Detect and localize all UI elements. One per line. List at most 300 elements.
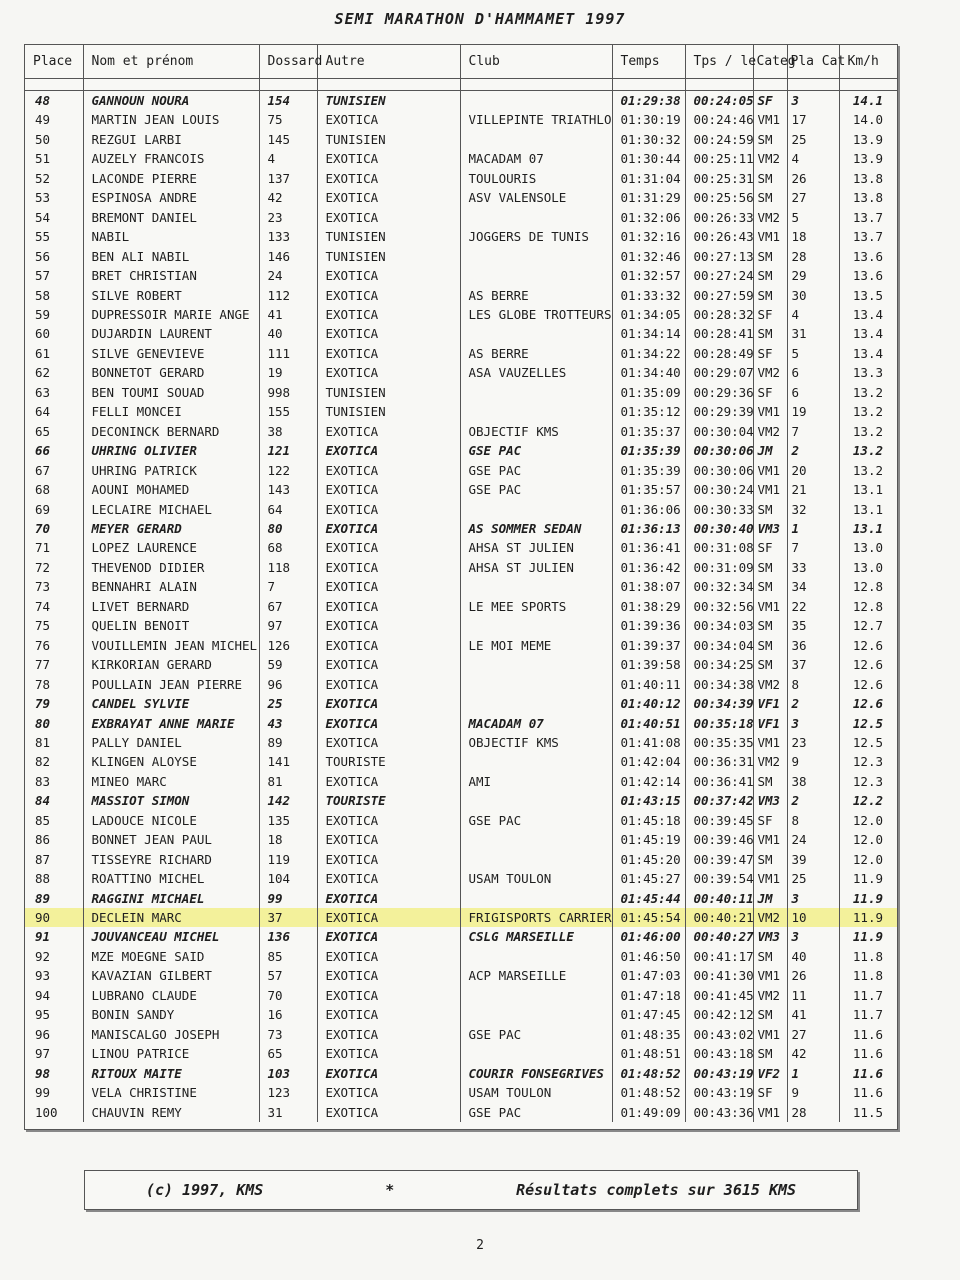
cell-tps: 00:40:21 (685, 908, 753, 927)
cell-name: BONIN SANDY (83, 1005, 259, 1024)
cell-autre: EXOTICA (317, 1025, 460, 1044)
cell-autre: EXOTICA (317, 655, 460, 674)
cell-club: ASV VALENSOLE (460, 188, 612, 207)
cell-categ: SM (753, 169, 787, 188)
cell-club: AHSA ST JULIEN (460, 558, 612, 577)
col-header-place: Place (25, 45, 83, 79)
table-row (25, 110, 897, 129)
cell-placat: 25 (787, 130, 839, 149)
cell-dossard: 142 (259, 791, 317, 810)
cell-autre: EXOTICA (317, 675, 460, 694)
cell-place: 73 (25, 577, 83, 596)
table-row (25, 714, 897, 733)
table-header-row (25, 45, 897, 79)
table-row (25, 636, 897, 655)
cell-autre: EXOTICA (317, 1005, 460, 1024)
cell-club: JOGGERS DE TUNIS (460, 227, 612, 246)
cell-autre: EXOTICA (317, 519, 460, 538)
cell-temps: 01:38:07 (612, 577, 685, 596)
cell-categ: VM2 (753, 422, 787, 441)
cell-name: LOPEZ LAURENCE (83, 538, 259, 557)
cell-placat: 27 (787, 188, 839, 207)
cell-placat: 3 (787, 927, 839, 946)
cell-dossard: 41 (259, 305, 317, 324)
cell-kmh: 13.7 (852, 209, 883, 225)
cell-placat: 36 (787, 636, 839, 655)
col-header-categ: Categ (753, 45, 787, 79)
cell-club (460, 752, 612, 771)
cell-placat: 20 (787, 461, 839, 480)
cell-tps: 00:31:09 (685, 558, 753, 577)
cell-club: AMI (460, 772, 612, 791)
results-table (25, 45, 897, 1122)
cell-club: GSE PAC (460, 480, 612, 499)
cell-temps: 01:49:09 (612, 1103, 685, 1122)
table-row (25, 188, 897, 207)
cell-tps: 00:43:02 (685, 1025, 753, 1044)
cell-name: LECLAIRE MICHAEL (83, 500, 259, 519)
cell-kmh: 11.9 (852, 890, 883, 906)
cell-placat: 2 (787, 441, 839, 460)
cell-club (460, 616, 612, 635)
table-row (25, 538, 897, 557)
cell-club: FRIGISPORTS CARRIER (460, 908, 612, 927)
cell-kmh: 14.1 (852, 93, 883, 108)
cell-temps: 01:48:51 (612, 1044, 685, 1063)
cell-tps: 00:41:30 (685, 966, 753, 985)
cell-categ: SM (753, 188, 787, 207)
header-spacer (25, 79, 897, 91)
cell-temps: 01:29:38 (612, 91, 685, 111)
cell-placat: 21 (787, 480, 839, 499)
cell-club (460, 1044, 612, 1063)
cell-categ: VM1 (753, 830, 787, 849)
cell-kmh: 13.2 (852, 462, 883, 478)
cell-temps: 01:38:29 (612, 597, 685, 616)
cell-dossard: 7 (259, 577, 317, 596)
cell-temps: 01:35:39 (612, 461, 685, 480)
cell-place: 71 (25, 538, 83, 557)
cell-name: BONNET JEAN PAUL (83, 830, 259, 849)
footer-results-note: Résultats complets sur 3615 KMS (516, 1181, 797, 1199)
cell-placat: 29 (787, 266, 839, 285)
cell-autre: EXOTICA (317, 558, 460, 577)
cell-categ: VM1 (753, 480, 787, 499)
cell-temps: 01:35:37 (612, 422, 685, 441)
cell-tps: 00:39:45 (685, 811, 753, 830)
cell-placat: 5 (787, 344, 839, 363)
cell-temps: 01:46:00 (612, 927, 685, 946)
cell-club: LES GLOBE TROTTEURS (460, 305, 612, 324)
cell-categ: SM (753, 1044, 787, 1063)
cell-kmh: 13.4 (852, 326, 883, 342)
cell-club: TOULOURIS (460, 169, 612, 188)
cell-autre: EXOTICA (317, 636, 460, 655)
cell-placat: 6 (787, 363, 839, 382)
cell-autre: EXOTICA (317, 811, 460, 830)
cell-kmh: 11.6 (852, 1046, 883, 1062)
cell-categ: SM (753, 655, 787, 674)
footer-copyright: (c) 1997, KMS (145, 1181, 264, 1199)
cell-autre: TOURISTE (317, 752, 460, 771)
table-row (25, 558, 897, 577)
cell-club: GSE PAC (460, 441, 612, 460)
cell-place: 81 (25, 733, 83, 752)
cell-dossard: 42 (259, 188, 317, 207)
cell-place: 75 (25, 616, 83, 635)
cell-placat: 17 (787, 110, 839, 129)
cell-autre: EXOTICA (317, 986, 460, 1005)
cell-tps: 00:39:54 (685, 869, 753, 888)
cell-dossard: 104 (259, 869, 317, 888)
cell-tps: 00:36:31 (685, 752, 753, 771)
cell-placat: 27 (787, 1025, 839, 1044)
cell-name: KLINGEN ALOYSE (83, 752, 259, 771)
cell-tps: 00:32:34 (685, 577, 753, 596)
cell-place: 63 (25, 383, 83, 402)
cell-placat: 22 (787, 597, 839, 616)
cell-club (460, 500, 612, 519)
cell-dossard: 85 (259, 947, 317, 966)
cell-tps: 00:30:24 (685, 480, 753, 499)
cell-name: JOUVANCEAU MICHEL (83, 927, 259, 946)
cell-placat: 5 (787, 208, 839, 227)
cell-club (460, 1005, 612, 1024)
cell-club (460, 266, 612, 285)
cell-place: 89 (25, 889, 83, 908)
cell-kmh: 13.9 (852, 151, 883, 167)
cell-kmh: 11.6 (852, 1065, 883, 1081)
cell-placat: 41 (787, 1005, 839, 1024)
cell-place: 100 (25, 1103, 83, 1122)
cell-categ: SM (753, 247, 787, 266)
cell-name: DECLEIN MARC (83, 908, 259, 927)
cell-kmh: 13.6 (852, 248, 883, 264)
cell-club: GSE PAC (460, 811, 612, 830)
cell-tps: 00:34:25 (685, 655, 753, 674)
cell-placat: 37 (787, 655, 839, 674)
cell-place: 94 (25, 986, 83, 1005)
cell-club: MACADAM 07 (460, 149, 612, 168)
cell-autre: EXOTICA (317, 538, 460, 557)
cell-place: 72 (25, 558, 83, 577)
cell-temps: 01:32:06 (612, 208, 685, 227)
cell-club (460, 383, 612, 402)
cell-club: USAM TOULON (460, 869, 612, 888)
cell-dossard: 80 (259, 519, 317, 538)
cell-categ: JM (753, 441, 787, 460)
cell-kmh: 12.0 (852, 851, 883, 867)
cell-club (460, 247, 612, 266)
table-row (25, 1025, 897, 1044)
cell-club: AS SOMMER SEDAN (460, 519, 612, 538)
results-table-frame (24, 44, 898, 1130)
cell-name: MARTIN JEAN LOUIS (83, 110, 259, 129)
cell-name: KAVAZIAN GILBERT (83, 966, 259, 985)
cell-kmh: 13.0 (852, 540, 883, 556)
cell-categ: SM (753, 577, 787, 596)
cell-tps: 00:35:35 (685, 733, 753, 752)
cell-categ: SF (753, 811, 787, 830)
cell-tps: 00:31:08 (685, 538, 753, 557)
cell-tps: 00:43:19 (685, 1064, 753, 1083)
cell-tps: 00:25:56 (685, 188, 753, 207)
col-header-autre: Autre (317, 45, 460, 79)
cell-temps: 01:45:20 (612, 850, 685, 869)
cell-dossard: 119 (259, 850, 317, 869)
cell-name: KIRKORIAN GERARD (83, 655, 259, 674)
cell-categ: VM2 (753, 986, 787, 1005)
table-row (25, 247, 897, 266)
cell-dossard: 38 (259, 422, 317, 441)
cell-temps: 01:47:18 (612, 986, 685, 1005)
cell-categ: SM (753, 558, 787, 577)
cell-autre: EXOTICA (317, 733, 460, 752)
cell-kmh: 14.0 (852, 112, 883, 128)
cell-name: SILVE GENEVIEVE (83, 344, 259, 363)
cell-temps: 01:48:52 (612, 1064, 685, 1083)
cell-tps: 00:37:42 (685, 791, 753, 810)
cell-autre: EXOTICA (317, 616, 460, 635)
cell-kmh: 11.8 (852, 968, 883, 984)
table-row (25, 363, 897, 382)
cell-club: AHSA ST JULIEN (460, 538, 612, 557)
col-header-temps: Temps (612, 45, 685, 79)
cell-club (460, 947, 612, 966)
cell-kmh: 12.2 (852, 793, 883, 809)
cell-name: BRET CHRISTIAN (83, 266, 259, 285)
cell-dossard: 133 (259, 227, 317, 246)
cell-name: QUELIN BENOIT (83, 616, 259, 635)
cell-autre: EXOTICA (317, 344, 460, 363)
cell-club (460, 675, 612, 694)
cell-autre: EXOTICA (317, 480, 460, 499)
cell-place: 85 (25, 811, 83, 830)
table-row (25, 966, 897, 985)
cell-dossard: 126 (259, 636, 317, 655)
cell-tps: 00:43:36 (685, 1103, 753, 1122)
cell-kmh: 13.0 (852, 559, 883, 575)
cell-place: 91 (25, 927, 83, 946)
cell-categ: VM3 (753, 927, 787, 946)
cell-name: GANNOUN NOURA (83, 91, 259, 111)
cell-placat: 6 (787, 383, 839, 402)
cell-kmh: 13.5 (852, 287, 883, 303)
document-title: SEMI MARATHON D'HAMMAMET 1997 (334, 10, 626, 28)
cell-kmh: 13.4 (852, 306, 883, 322)
cell-placat: 7 (787, 538, 839, 557)
cell-dossard: 111 (259, 344, 317, 363)
cell-name: CHAUVIN REMY (83, 1103, 259, 1122)
cell-kmh: 12.8 (852, 579, 883, 595)
cell-name: NABIL (83, 227, 259, 246)
cell-placat: 8 (787, 675, 839, 694)
cell-tps: 00:34:38 (685, 675, 753, 694)
cell-temps: 01:45:54 (612, 908, 685, 927)
cell-place: 70 (25, 519, 83, 538)
cell-kmh: 11.8 (852, 948, 883, 964)
table-row (25, 480, 897, 499)
cell-autre: TUNISIEN (317, 227, 460, 246)
cell-kmh: 13.6 (852, 268, 883, 284)
cell-temps: 01:31:29 (612, 188, 685, 207)
cell-autre: EXOTICA (317, 1064, 460, 1083)
cell-autre: EXOTICA (317, 889, 460, 908)
cell-dossard: 65 (259, 1044, 317, 1063)
cell-place: 76 (25, 636, 83, 655)
cell-autre: EXOTICA (317, 149, 460, 168)
cell-temps: 01:34:05 (612, 305, 685, 324)
cell-club: OBJECTIF KMS (460, 422, 612, 441)
cell-place: 83 (25, 772, 83, 791)
cell-place: 95 (25, 1005, 83, 1024)
cell-club (460, 986, 612, 1005)
cell-temps: 01:33:32 (612, 286, 685, 305)
cell-categ: SM (753, 324, 787, 343)
cell-autre: EXOTICA (317, 772, 460, 791)
table-row (25, 947, 897, 966)
cell-club (460, 208, 612, 227)
cell-categ: SM (753, 772, 787, 791)
cell-categ: VM2 (753, 675, 787, 694)
cell-kmh: 13.8 (852, 170, 883, 186)
cell-categ: SM (753, 286, 787, 305)
table-row (25, 1005, 897, 1024)
cell-kmh: 12.5 (852, 734, 883, 750)
cell-categ: VM2 (753, 208, 787, 227)
cell-place: 90 (25, 908, 83, 927)
cell-categ: VM1 (753, 869, 787, 888)
cell-dossard: 16 (259, 1005, 317, 1024)
cell-temps: 01:35:57 (612, 480, 685, 499)
cell-autre: EXOTICA (317, 461, 460, 480)
cell-name: FELLI MONCEI (83, 402, 259, 421)
cell-tps: 00:41:17 (685, 947, 753, 966)
cell-name: SILVE ROBERT (83, 286, 259, 305)
cell-name: DUJARDIN LAURENT (83, 324, 259, 343)
cell-dossard: 18 (259, 830, 317, 849)
cell-placat: 26 (787, 169, 839, 188)
cell-club (460, 402, 612, 421)
cell-tps: 00:40:27 (685, 927, 753, 946)
cell-temps: 01:45:18 (612, 811, 685, 830)
cell-dossard: 135 (259, 811, 317, 830)
cell-placat: 11 (787, 986, 839, 1005)
cell-categ: VM1 (753, 733, 787, 752)
cell-tps: 00:32:56 (685, 597, 753, 616)
cell-tps: 00:29:36 (685, 383, 753, 402)
table-row (25, 655, 897, 674)
cell-kmh: 13.2 (852, 443, 883, 459)
cell-temps: 01:36:06 (612, 500, 685, 519)
cell-kmh: 13.8 (852, 190, 883, 206)
cell-name: LIVET BERNARD (83, 597, 259, 616)
cell-placat: 35 (787, 616, 839, 635)
cell-tps: 00:27:13 (685, 247, 753, 266)
cell-name: RITOUX MAITE (83, 1064, 259, 1083)
cell-categ: VM1 (753, 461, 787, 480)
cell-dossard: 99 (259, 889, 317, 908)
cell-place: 50 (25, 130, 83, 149)
cell-dossard: 136 (259, 927, 317, 946)
cell-autre: EXOTICA (317, 305, 460, 324)
cell-club: MACADAM 07 (460, 714, 612, 733)
cell-temps: 01:32:46 (612, 247, 685, 266)
cell-club (460, 889, 612, 908)
table-row (25, 402, 897, 421)
cell-categ: VM2 (753, 363, 787, 382)
cell-kmh: 11.6 (852, 1085, 883, 1101)
cell-categ: VM2 (753, 908, 787, 927)
cell-name: MEYER GERARD (83, 519, 259, 538)
cell-temps: 01:41:08 (612, 733, 685, 752)
cell-name: BENNAHRI ALAIN (83, 577, 259, 596)
cell-tps: 00:42:12 (685, 1005, 753, 1024)
cell-tps: 00:35:18 (685, 714, 753, 733)
cell-autre: EXOTICA (317, 208, 460, 227)
cell-placat: 3 (787, 714, 839, 733)
cell-dossard: 141 (259, 752, 317, 771)
table-row (25, 772, 897, 791)
cell-temps: 01:47:45 (612, 1005, 685, 1024)
cell-name: DECONINCK BERNARD (83, 422, 259, 441)
cell-place: 65 (25, 422, 83, 441)
cell-kmh: 12.8 (852, 598, 883, 614)
cell-name: MANISCALGO JOSEPH (83, 1025, 259, 1044)
cell-tps: 00:24:59 (685, 130, 753, 149)
cell-temps: 01:42:14 (612, 772, 685, 791)
cell-placat: 24 (787, 830, 839, 849)
cell-autre: EXOTICA (317, 577, 460, 596)
cell-tps: 00:28:32 (685, 305, 753, 324)
cell-autre: TUNISIEN (317, 91, 460, 111)
table-row (25, 675, 897, 694)
cell-categ: SF (753, 344, 787, 363)
cell-place: 51 (25, 149, 83, 168)
cell-place: 54 (25, 208, 83, 227)
cell-name: PALLY DANIEL (83, 733, 259, 752)
cell-club (460, 577, 612, 596)
cell-tps: 00:25:11 (685, 149, 753, 168)
cell-dossard: 57 (259, 966, 317, 985)
table-row (25, 305, 897, 324)
table-row (25, 149, 897, 168)
cell-place: 64 (25, 402, 83, 421)
cell-place: 82 (25, 752, 83, 771)
cell-temps: 01:31:04 (612, 169, 685, 188)
table-row (25, 830, 897, 849)
footer-separator: * (385, 1181, 395, 1199)
cell-kmh: 12.6 (852, 696, 883, 712)
table-row (25, 1103, 897, 1122)
cell-tps: 00:24:46 (685, 110, 753, 129)
table-row (25, 383, 897, 402)
cell-categ: SM (753, 500, 787, 519)
cell-club: AS BERRE (460, 344, 612, 363)
cell-club: ACP MARSEILLE (460, 966, 612, 985)
cell-temps: 01:35:09 (612, 383, 685, 402)
cell-temps: 01:39:58 (612, 655, 685, 674)
table-row (25, 986, 897, 1005)
cell-tps: 00:30:06 (685, 441, 753, 460)
cell-dossard: 123 (259, 1083, 317, 1102)
cell-kmh: 11.5 (852, 1104, 883, 1120)
cell-place: 60 (25, 324, 83, 343)
cell-autre: EXOTICA (317, 110, 460, 129)
cell-kmh: 11.9 (852, 929, 883, 945)
cell-club (460, 324, 612, 343)
cell-kmh: 13.1 (852, 501, 883, 517)
